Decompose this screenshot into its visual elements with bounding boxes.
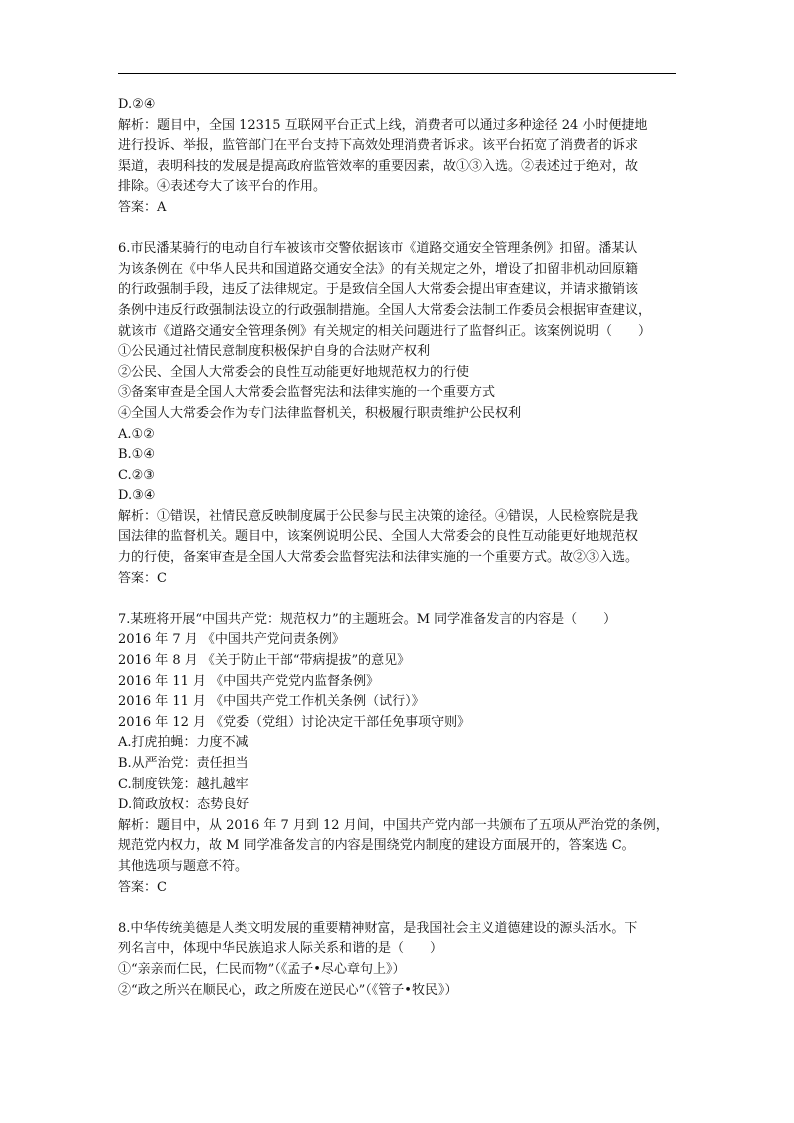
text-line: 进行投诉、举报，监管部门在平台支持下高效处理消费者诉求。该平台拓宽了消费者的诉求 [118, 138, 639, 154]
paragraph-gap [118, 589, 683, 610]
text-line: C.制度铁笼：越扎越牢 [118, 776, 249, 792]
text-line: 2016 年 12 月 《党委（党组）讨论决定干部任免事项守则》 [118, 714, 471, 730]
text-line: 为该条例在《中华人民共和国道路交通安全法》的有关规定之外，增设了扣留非机动回原籍 [118, 261, 639, 277]
text-line: A.①② [118, 426, 155, 442]
text-line: 列名言中，体现中华民族追求人际关系和谐的是（ ） [118, 941, 444, 957]
text-line: 解析：题目中，全国 12315 互联网平台正式上线，消费者可以通过多种途径 24 小时便捷地 [118, 117, 648, 133]
header-rule [118, 73, 676, 74]
document-body [118, 95, 683, 1001]
text-line: B.从严治党：责任担当 [118, 756, 249, 771]
question-block [118, 239, 683, 589]
text-line: 2016 年 11 月 《中国共产党党内监督条例》 [118, 673, 380, 689]
text-line: 2016 年 11 月 《中国共产党工作机关条例（试行）》 [118, 694, 425, 710]
text-line: 答案：C [118, 570, 167, 586]
text-line: 渠道，表明科技的发展是提高政府监管效率的重要因素，故①③入选。②表述过于绝对，故 [118, 158, 639, 174]
paragraph-gap [118, 898, 683, 919]
text-line: D.②④ [118, 97, 156, 112]
text-line: 7.某班将开展“中国共产党：规范权力”的主题班会。M 同学准备发言的内容是（ ） [118, 611, 617, 627]
question-block [118, 610, 683, 898]
text-line: 2016 年 7 月 《中国共产党问责条例》 [118, 632, 345, 648]
text-line: ①“亲亲而仁民，仁民而物”（《孟子•尽心章句上》） [118, 961, 406, 977]
paragraph-gap [118, 219, 683, 240]
text-line: 答案：A [118, 199, 167, 215]
text-line: ④全国人大常委会作为专门法律监督机关，积极履行职责维护公民权利 [118, 405, 522, 421]
text-line: ①公民通过社情民意制度积极保护自身的合法财产权利 [118, 344, 431, 360]
text-line: 国法律的监督机关。题目中，该案例说明公民、全国人大常委会的良性互动能更好地规范权 [118, 529, 639, 545]
text-line: 就该市《道路交通安全管理条例》有关规定的相关问题进行了监督纠正。该案例说明（ ） [118, 323, 652, 339]
text-line: 6.市民潘某骑行的电动自行车被该市交警依据该市《道路交通安全管理条例》扣留。潘某认 [118, 241, 638, 257]
question-block [118, 919, 683, 1001]
text-line: 力的行使，备案审查是全国人大常委会监督宪法和法律实施的一个重要方式。故②③入选。 [118, 550, 639, 566]
text-line: 8.中华传统美德是人类文明发展的重要精神财富，是我国社会主义道德建设的源头活水。下 [118, 920, 638, 936]
text-line: D.③④ [118, 488, 156, 504]
text-line: A.打虎拍蝇：力度不减 [118, 735, 249, 751]
text-line: 解析：题目中，从 2016 年 7 月到 12 月间，中国共产党内部一共颁布了五项从严治党的条例， [118, 817, 669, 833]
text-line: 规范党内权力，故 M 同学准备发言的内容是围绕党内制度的建设方面展开的，答案选 C。 [118, 838, 635, 854]
text-line: ③备案审查是全国人大常委会监督宪法和法律实施的一个重要方式 [118, 385, 496, 401]
question-block [118, 95, 683, 219]
text-line: ②“政之所兴在顺民心，政之所废在逆民心”（《管子•牧民》） [118, 982, 458, 998]
text-line: 的行政强制手段，违反了法律规定。于是致信全国人大常委会提出审查建议，并请求撤销该 [118, 282, 639, 298]
text-line: ②公民、全国人大常委会的良性互动能更好地规范权力的行使 [118, 364, 470, 380]
text-line: 答案：C [118, 879, 167, 895]
text-line: 条例中违反行政强制法设立的行政强制措施。全国人大常委会法制工作委员会根据审查建议， [118, 302, 652, 318]
text-line: 其他选项与题意不符。 [118, 858, 249, 874]
text-line: 排除。④表述夸大了该平台的作用。 [118, 179, 327, 195]
text-line: D.简政放权：态势良好 [118, 797, 250, 813]
text-line: C.②③ [118, 467, 155, 483]
text-line: 解析：①错误，社情民意反映制度属于公民参与民主决策的途径。④错误，人民检察院是我 [118, 508, 639, 524]
text-line: B.①④ [118, 447, 155, 463]
text-line: 2016 年 8 月 《关于防止干部“带病提拔”的意见》 [118, 653, 411, 669]
